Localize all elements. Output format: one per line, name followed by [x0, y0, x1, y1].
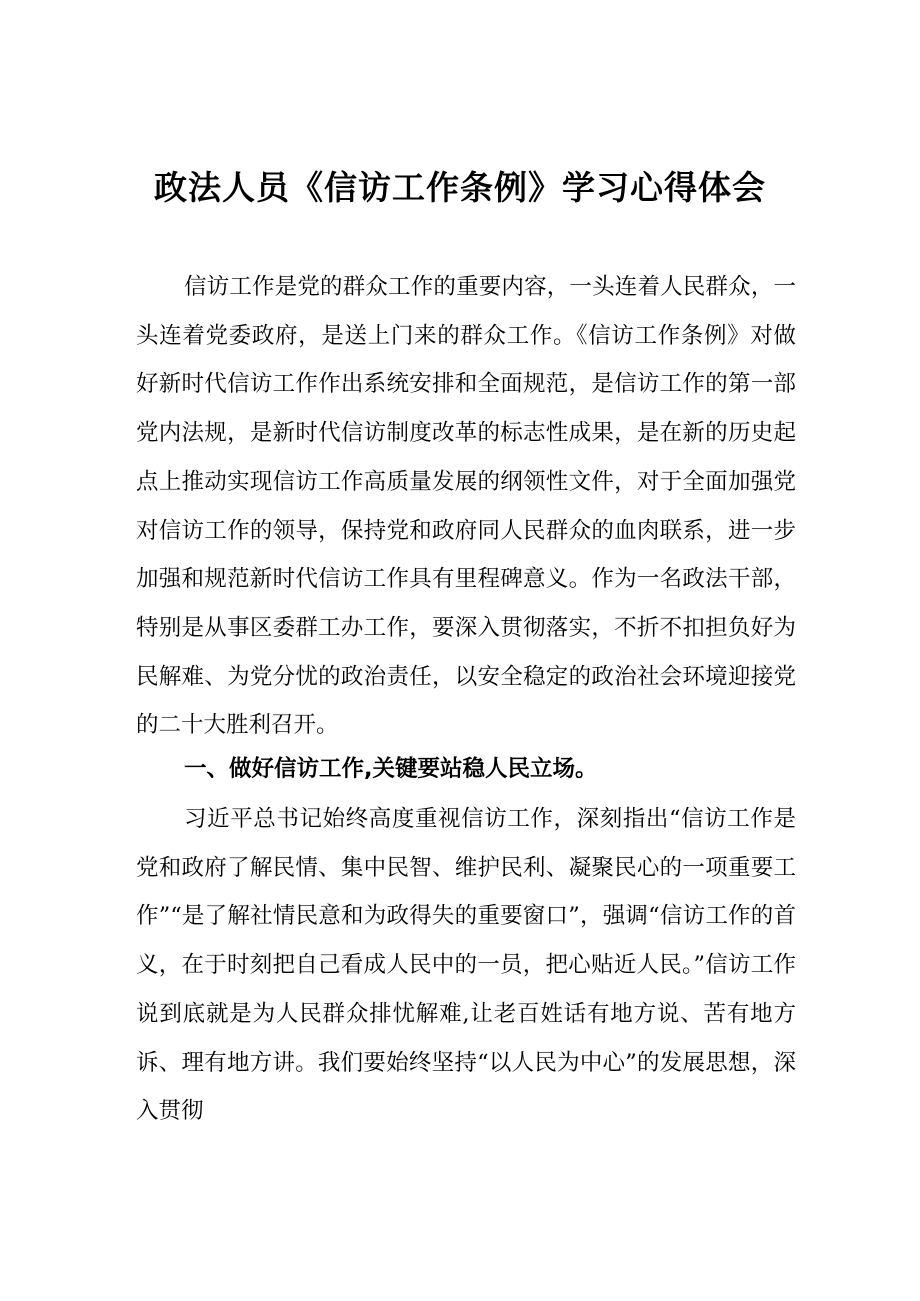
section-heading-1: 一、做好信访工作,关键要站稳人民立场。: [184, 756, 598, 782]
document-title: 政法人员《信访工作条例》学习心得体会: [154, 168, 766, 207]
paragraph-section-1: 习近平总书记始终高度重视信访工作，深刻指出“信访工作是党和政府了解民情、集中民智、维护民利、凝聚民心的一项重要工作”“是了解社情民意和为政得失的重要窗口”，强调“信访工作的首义，在于时刻把自己看成人民中的一员，把心贴近人民。”信访工作说到底就是为人民群众排忧解难,让老百姓话有地方说、苦有地方诉、理有地方讲。我们要始终坚持“以人民为中心”的发展思想，深入贯彻: [136, 806, 796, 1125]
paragraph-intro: 信访工作是党的群众工作的重要内容，一头连着人民群众，一头连着党委政府，是送上门来的群众工作。《信访工作条例》对做好新时代信访工作作出系统安排和全面规范，是信访工作的第一部党内法规，是新时代信访制度改革的标志性成果，是在新的历史起点上推动实现信访工作高质量发展的纲领性文件，对于全面加强党对信访工作的领导，保持党和政府同人民群众的血肉联系，进一步加强和规范新时代信访工作具有里程碑意义。作为一名政法干部，特别是从事区委群工办工作，要深入贯彻落实，不折不扣担负好为民解难、为党分忧的政治责任，以安全稳定的政治社会环境迎接党的二十大胜利召开。: [136, 274, 796, 739]
